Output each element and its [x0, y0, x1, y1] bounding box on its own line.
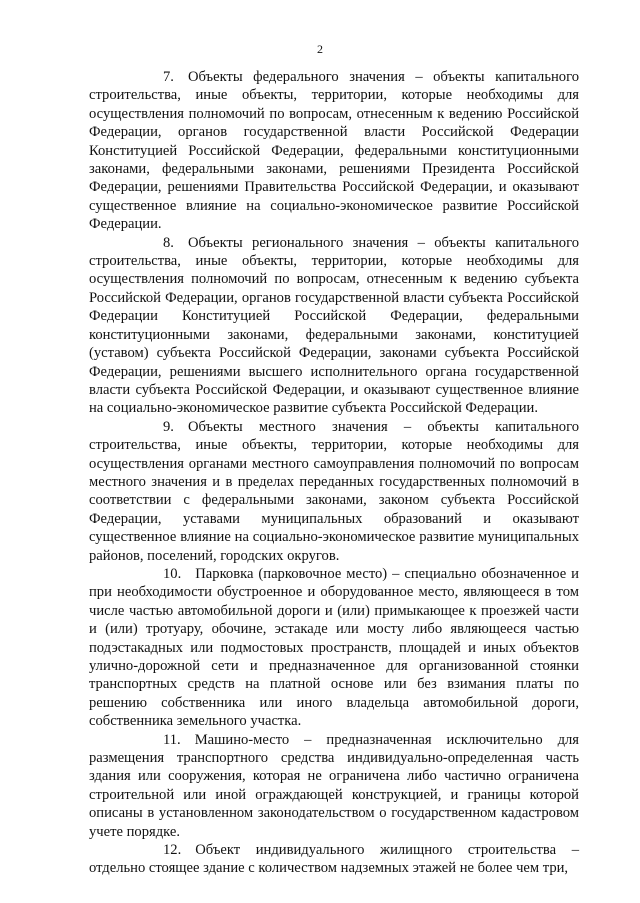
paragraph-11 [89, 731, 579, 841]
paragraph-text: Объекты местного значения – объекты капитального строительства, иные объекты, территории, которые необходимы для осуществления органами местного самоуправления полномочий по вопросам местного значения и в пределах переданных государственных полномочий в соответствии с федеральными законами, законом субъекта Российской Федерации, уставами муниципальных образований и оказывают существенное влияние на социально-экономическое развитие муниципальных районов, поселений, городских округов. [89, 418, 579, 564]
paragraph-text: Объект индивидуального жилищного строительства – отдельно стоящее здание с количеством надземных этажей не более чем три, [89, 842, 579, 877]
document-body [89, 68, 579, 878]
paragraph-number: 10. [163, 565, 182, 582]
paragraph-number: 9. [163, 418, 174, 435]
paragraph-9 [89, 418, 579, 565]
paragraph-number: 7. [163, 69, 174, 85]
paragraph-12 [89, 841, 579, 878]
paragraph-8 [89, 234, 579, 418]
paragraph-number: 12. [163, 842, 182, 859]
paragraph-text: Объекты федерального значения – объекты капитального строительства, иные объекты, территории, которые необходимы для осуществления полномочий по вопросам, отнесенным к ведению Российской Федерации, органов государственной власти Российской Федерации Конституцией Российской Федерации, федеральными конституционными законами, федеральными законами, решениями Президента Российской Федерации, решениями Правительства Российской Федерации, и оказывают существенное влияние на социально-экономическое развитие Российской Федерации. [89, 69, 579, 233]
paragraph-text: Парковка (парковочное место) – специально обозначенное и при необходимости обустроенное и оборудованное место, являющееся в том числе частью автомобильной дороги и (или) примыкающее к проезжей части и (или) тротуару, обочине, эстакаде или мосту либо являющееся частью подэстакадных или подмостовых пространств, площадей и иных объектов улично-дорожной сети и предназначенное для организованной стоянки транспортных средств на платной основе или без взимания платы по решению собственника или иного владельца автомобильной дороги, собственника земельного участка. [89, 565, 579, 730]
page-number: 2 [317, 42, 323, 56]
paragraph-10 [89, 565, 579, 731]
paragraph-number: 8. [163, 234, 174, 251]
paragraph-text: Машино-место – предназначенная исключительно для размещения транспортного средства индивидуально-определенная часть здания или сооружения, которая не ограничена либо частично ограничена строительной или иной ограждающей конструкцией, и границы которой описаны в установленном законодательством о государственном кадастровом учете порядке. [89, 731, 579, 840]
paragraph-text: Объекты регионального значения – объекты капитального строительства, иные объекты, территории, которые необходимы для осуществления полномочий по вопросам, отнесенным к ведению субъекта Российской Федерации, органов государственной власти субъекта Российской Федерации Конституцией Российской Федерации, федеральными конституционными законами, федеральными законами, конституцией (уставом) субъекта Российской Федерации, законами субъекта Российской Федерации, решениями высшего исполнительного органа государственной власти субъекта Российской Федерации, и оказывают существенное влияние на социально-экономическое развитие субъекта Российской Федерации. [89, 234, 579, 417]
paragraph-7 [89, 68, 579, 234]
paragraph-number: 11. [163, 731, 181, 748]
